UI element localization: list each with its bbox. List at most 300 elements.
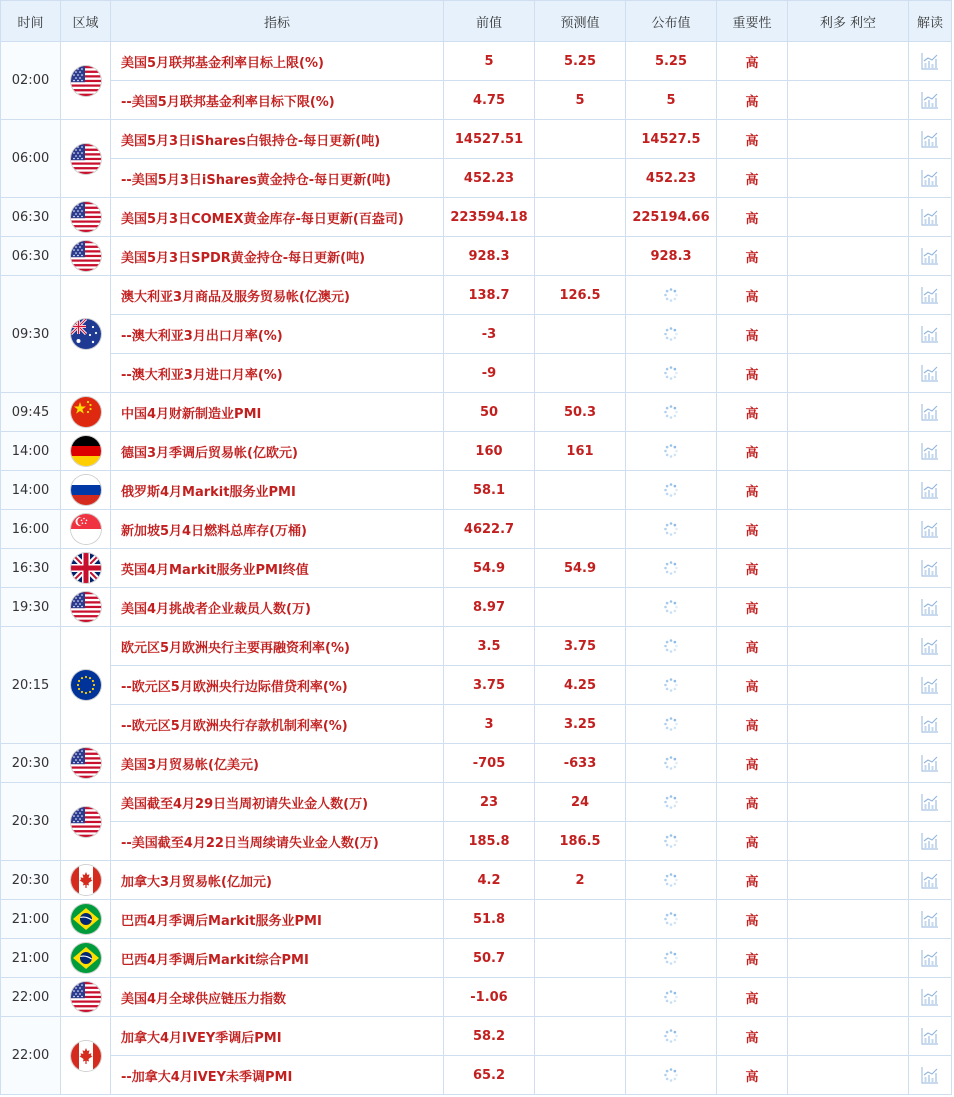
chart-icon[interactable] [921,481,939,499]
forecast-value-cell [535,315,626,354]
region-cell [61,900,111,939]
forecast-value-cell [535,510,626,549]
table-header [1,1,952,42]
forecast-value-cell: 161 [535,432,626,471]
actual-value-cell [626,1017,717,1056]
bull-bear-cell [788,510,909,549]
region-cell [61,939,111,978]
table-row [1,822,952,861]
time-cell: 20:30 [1,783,61,861]
previous-value-cell: 185.8 [444,822,535,861]
previous-value-cell: 54.9 [444,549,535,588]
forecast-value-cell: -633 [535,744,626,783]
us-flag-icon [71,144,101,174]
previous-value-cell: 4622.7 [444,510,535,549]
previous-value-cell: 4.75 [444,81,535,120]
table-row [1,1017,952,1056]
region-cell [61,627,111,744]
interpret-cell[interactable] [909,1017,952,1056]
chart-icon[interactable] [921,949,939,967]
importance-cell: 高 [717,939,788,978]
bull-bear-cell [788,198,909,237]
chart-icon[interactable] [921,637,939,655]
table-row [1,120,952,159]
indicator-cell: 美国截至4月29日当周初请失业金人数(万) [111,783,444,822]
loading-spinner-icon [663,1067,679,1083]
table-row [1,393,952,432]
region-cell [61,120,111,198]
bull-bear-cell [788,276,909,315]
previous-value-cell: 65.2 [444,1056,535,1095]
actual-value-cell: 452.23 [626,159,717,198]
chart-icon[interactable] [921,208,939,226]
interpret-cell[interactable] [909,237,952,276]
bull-bear-cell [788,159,909,198]
indicator-cell: 巴西4月季调后Markit综合PMI [111,939,444,978]
previous-value-cell: 138.7 [444,276,535,315]
chart-icon[interactable] [921,676,939,694]
loading-spinner-icon [663,833,679,849]
importance-cell: 高 [717,276,788,315]
table-row [1,783,952,822]
importance-cell: 高 [717,315,788,354]
importance-cell: 高 [717,471,788,510]
importance-cell: 高 [717,900,788,939]
region-cell [61,588,111,627]
table-row [1,42,952,81]
table-row [1,588,952,627]
forecast-value-cell [535,1056,626,1095]
actual-value-cell: 225194.66 [626,198,717,237]
importance-cell: 高 [717,978,788,1017]
indicator-cell: 德国3月季调后贸易帐(亿欧元) [111,432,444,471]
forecast-value-cell [535,1017,626,1056]
forecast-value-cell: 186.5 [535,822,626,861]
loading-spinner-icon [663,950,679,966]
loading-spinner-icon [663,482,679,498]
actual-value-cell [626,588,717,627]
loading-spinner-icon [663,521,679,537]
importance-cell: 高 [717,666,788,705]
bull-bear-cell [788,471,909,510]
bull-bear-cell [788,783,909,822]
importance-cell: 高 [717,237,788,276]
header-actual: 公布值 [626,1,717,42]
region-cell [61,549,111,588]
actual-value-cell: 5 [626,81,717,120]
ru-flag-icon [71,475,101,505]
previous-value-cell: 51.8 [444,900,535,939]
actual-value-cell [626,471,717,510]
actual-value-cell [626,939,717,978]
region-cell [61,198,111,237]
loading-spinner-icon [663,794,679,810]
chart-icon[interactable] [921,793,939,811]
previous-value-cell: -3 [444,315,535,354]
loading-spinner-icon [663,677,679,693]
importance-cell: 高 [717,627,788,666]
forecast-value-cell: 54.9 [535,549,626,588]
bull-bear-cell [788,627,909,666]
time-cell: 20:30 [1,861,61,900]
indicator-cell: --加拿大4月IVEY未季调PMI [111,1056,444,1095]
table-row [1,939,952,978]
previous-value-cell: -1.06 [444,978,535,1017]
forecast-value-cell [535,354,626,393]
forecast-value-cell [535,237,626,276]
chart-icon[interactable] [921,520,939,538]
bull-bear-cell [788,1056,909,1095]
interpret-cell[interactable] [909,900,952,939]
importance-cell: 高 [717,81,788,120]
interpret-cell[interactable] [909,666,952,705]
header-importance: 重要性 [717,1,788,42]
forecast-value-cell [535,120,626,159]
interpret-cell[interactable] [909,393,952,432]
interpret-cell[interactable] [909,315,952,354]
bull-bear-cell [788,861,909,900]
time-cell: 20:15 [1,627,61,744]
forecast-value-cell [535,588,626,627]
interpret-cell[interactable] [909,549,952,588]
previous-value-cell: 4.2 [444,861,535,900]
importance-cell: 高 [717,1056,788,1095]
indicator-cell: 巴西4月季调后Markit服务业PMI [111,900,444,939]
table-row [1,861,952,900]
actual-value-cell [626,978,717,1017]
indicator-cell: 新加坡5月4日燃料总库存(万桶) [111,510,444,549]
interpret-cell[interactable] [909,939,952,978]
time-cell: 14:00 [1,471,61,510]
uk-flag-icon [71,553,101,583]
indicator-cell: 美国5月3日iShares白银持仓-每日更新(吨) [111,120,444,159]
indicator-cell: --美国截至4月22日当周续请失业金人数(万) [111,822,444,861]
actual-value-cell [626,510,717,549]
chart-icon[interactable] [921,169,939,187]
previous-value-cell: 928.3 [444,237,535,276]
chart-icon[interactable] [921,325,939,343]
interpret-cell[interactable] [909,198,952,237]
interpret-cell[interactable] [909,783,952,822]
interpret-cell[interactable] [909,1056,952,1095]
de-flag-icon [71,436,101,466]
forecast-value-cell [535,471,626,510]
importance-cell: 高 [717,354,788,393]
bull-bear-cell [788,354,909,393]
us-flag-icon [71,202,101,232]
bull-bear-cell [788,237,909,276]
chart-icon[interactable] [921,1027,939,1045]
forecast-value-cell: 3.75 [535,627,626,666]
chart-icon[interactable] [921,910,939,928]
chart-icon[interactable] [921,1066,939,1084]
actual-value-cell [626,861,717,900]
previous-value-cell: 160 [444,432,535,471]
br-flag-icon [71,943,101,973]
interpret-cell[interactable] [909,861,952,900]
table-row [1,627,952,666]
forecast-value-cell [535,900,626,939]
table-row [1,510,952,549]
indicator-cell: 英国4月Markit服务业PMI终值 [111,549,444,588]
header-region: 区域 [61,1,111,42]
actual-value-cell: 5.25 [626,42,717,81]
us-flag-icon [71,982,101,1012]
previous-value-cell: 3.75 [444,666,535,705]
forecast-value-cell: 5 [535,81,626,120]
previous-value-cell: 5 [444,42,535,81]
us-flag-icon [71,241,101,271]
header-row [1,1,952,42]
table-row [1,315,952,354]
indicator-cell: 美国5月3日COMEX黄金库存-每日更新(百盎司) [111,198,444,237]
previous-value-cell: -9 [444,354,535,393]
bull-bear-cell [788,315,909,354]
previous-value-cell: 23 [444,783,535,822]
interpret-cell[interactable] [909,744,952,783]
time-cell: 19:30 [1,588,61,627]
previous-value-cell: -705 [444,744,535,783]
importance-cell: 高 [717,432,788,471]
time-cell: 16:30 [1,549,61,588]
region-cell [61,510,111,549]
table-row [1,159,952,198]
region-cell [61,42,111,120]
indicator-cell: 美国5月3日SPDR黄金持仓-每日更新(吨) [111,237,444,276]
indicator-cell: --美国5月联邦基金利率目标下限(%) [111,81,444,120]
region-cell [61,783,111,861]
forecast-value-cell [535,198,626,237]
forecast-value-cell [535,939,626,978]
loading-spinner-icon [663,911,679,927]
indicator-cell: --澳大利亚3月出口月率(%) [111,315,444,354]
interpret-cell[interactable] [909,822,952,861]
chart-icon[interactable] [921,247,939,265]
chart-icon[interactable] [921,286,939,304]
bull-bear-cell [788,900,909,939]
forecast-value-cell [535,159,626,198]
forecast-value-cell: 3.25 [535,705,626,744]
interpret-cell[interactable] [909,588,952,627]
loading-spinner-icon [663,404,679,420]
loading-spinner-icon [663,287,679,303]
table-row [1,354,952,393]
region-cell [61,861,111,900]
indicator-cell: 美国5月联邦基金利率目标上限(%) [111,42,444,81]
interpret-cell[interactable] [909,978,952,1017]
importance-cell: 高 [717,549,788,588]
interpret-cell[interactable] [909,42,952,81]
bull-bear-cell [788,666,909,705]
indicator-cell: --欧元区5月欧洲央行存款机制利率(%) [111,705,444,744]
header-forecast: 预测值 [535,1,626,42]
chart-icon[interactable] [921,91,939,109]
header-bull-bear: 利多 利空 [788,1,909,42]
time-cell: 14:00 [1,432,61,471]
bull-bear-cell [788,549,909,588]
indicator-cell: 美国4月全球供应链压力指数 [111,978,444,1017]
chart-icon[interactable] [921,832,939,850]
bull-bear-cell [788,1017,909,1056]
interpret-cell[interactable] [909,354,952,393]
importance-cell: 高 [717,393,788,432]
importance-cell: 高 [717,510,788,549]
header-interpret: 解读 [909,1,952,42]
actual-value-cell [626,822,717,861]
loading-spinner-icon [663,638,679,654]
loading-spinner-icon [663,989,679,1005]
importance-cell: 高 [717,705,788,744]
chart-icon[interactable] [921,364,939,382]
indicator-cell: 美国4月挑战者企业裁员人数(万) [111,588,444,627]
previous-value-cell: 14527.51 [444,120,535,159]
previous-value-cell: 3 [444,705,535,744]
interpret-cell[interactable] [909,159,952,198]
importance-cell: 高 [717,744,788,783]
time-cell: 06:30 [1,237,61,276]
forecast-value-cell: 24 [535,783,626,822]
loading-spinner-icon [663,365,679,381]
us-flag-icon [71,592,101,622]
bull-bear-cell [788,588,909,627]
us-flag-icon [71,748,101,778]
actual-value-cell [626,315,717,354]
chart-icon[interactable] [921,130,939,148]
chart-icon[interactable] [921,871,939,889]
bull-bear-cell [788,81,909,120]
region-cell [61,237,111,276]
indicator-cell: --美国5月3日iShares黄金持仓-每日更新(吨) [111,159,444,198]
chart-icon[interactable] [921,559,939,577]
importance-cell: 高 [717,783,788,822]
indicator-cell: 加拿大4月IVEY季调后PMI [111,1017,444,1056]
importance-cell: 高 [717,120,788,159]
region-cell [61,432,111,471]
previous-value-cell: 50 [444,393,535,432]
time-cell: 22:00 [1,1017,61,1095]
table-row [1,1056,952,1095]
au-flag-icon [71,319,101,349]
actual-value-cell [626,783,717,822]
eu-flag-icon [71,670,101,700]
interpret-cell[interactable] [909,705,952,744]
region-cell [61,744,111,783]
chart-icon[interactable] [921,598,939,616]
table-row [1,978,952,1017]
interpret-cell[interactable] [909,510,952,549]
importance-cell: 高 [717,861,788,900]
header-time: 时间 [1,1,61,42]
forecast-value-cell: 126.5 [535,276,626,315]
actual-value-cell: 14527.5 [626,120,717,159]
interpret-cell[interactable] [909,120,952,159]
loading-spinner-icon [663,716,679,732]
table-row [1,81,952,120]
chart-icon[interactable] [921,754,939,772]
interpret-cell[interactable] [909,276,952,315]
table-row [1,432,952,471]
importance-cell: 高 [717,159,788,198]
time-cell: 09:45 [1,393,61,432]
indicator-cell: --澳大利亚3月进口月率(%) [111,354,444,393]
bull-bear-cell [788,744,909,783]
header-previous: 前值 [444,1,535,42]
loading-spinner-icon [663,1028,679,1044]
time-cell: 22:00 [1,978,61,1017]
loading-spinner-icon [663,872,679,888]
importance-cell: 高 [717,588,788,627]
actual-value-cell [626,276,717,315]
loading-spinner-icon [663,443,679,459]
importance-cell: 高 [717,1017,788,1056]
actual-value-cell [626,744,717,783]
loading-spinner-icon [663,326,679,342]
table-row [1,276,952,315]
region-cell [61,471,111,510]
interpret-cell[interactable] [909,471,952,510]
chart-icon[interactable] [921,442,939,460]
loading-spinner-icon [663,560,679,576]
time-cell: 21:00 [1,939,61,978]
indicator-cell: 美国3月贸易帐(亿美元) [111,744,444,783]
chart-icon[interactable] [921,403,939,421]
ca-flag-icon [71,1041,101,1071]
indicator-cell: 中国4月财新制造业PMI [111,393,444,432]
loading-spinner-icon [663,599,679,615]
chart-icon[interactable] [921,715,939,733]
actual-value-cell [626,393,717,432]
region-cell [61,393,111,432]
importance-cell: 高 [717,822,788,861]
interpret-cell[interactable] [909,432,952,471]
us-flag-icon [71,807,101,837]
bull-bear-cell [788,42,909,81]
region-cell [61,1017,111,1095]
table-row [1,744,952,783]
previous-value-cell: 3.5 [444,627,535,666]
time-cell: 09:30 [1,276,61,393]
previous-value-cell: 58.2 [444,1017,535,1056]
actual-value-cell [626,705,717,744]
sg-flag-icon [71,514,101,544]
previous-value-cell: 223594.18 [444,198,535,237]
time-cell: 06:30 [1,198,61,237]
actual-value-cell: 928.3 [626,237,717,276]
table-row [1,900,952,939]
time-cell: 16:00 [1,510,61,549]
chart-icon[interactable] [921,52,939,70]
actual-value-cell [626,900,717,939]
time-cell: 02:00 [1,42,61,120]
ca-flag-icon [71,865,101,895]
us-flag-icon [71,66,101,96]
indicator-cell: 欧元区5月欧洲央行主要再融资利率(%) [111,627,444,666]
importance-cell: 高 [717,198,788,237]
header-indicator: 指标 [111,1,444,42]
cn-flag-icon [71,397,101,427]
chart-icon[interactable] [921,988,939,1006]
table-row [1,705,952,744]
interpret-cell[interactable] [909,627,952,666]
loading-spinner-icon [663,755,679,771]
actual-value-cell [626,1056,717,1095]
interpret-cell[interactable] [909,81,952,120]
time-cell: 06:00 [1,120,61,198]
region-cell [61,978,111,1017]
indicator-cell: --欧元区5月欧洲央行边际借贷利率(%) [111,666,444,705]
br-flag-icon [71,904,101,934]
actual-value-cell [626,549,717,588]
